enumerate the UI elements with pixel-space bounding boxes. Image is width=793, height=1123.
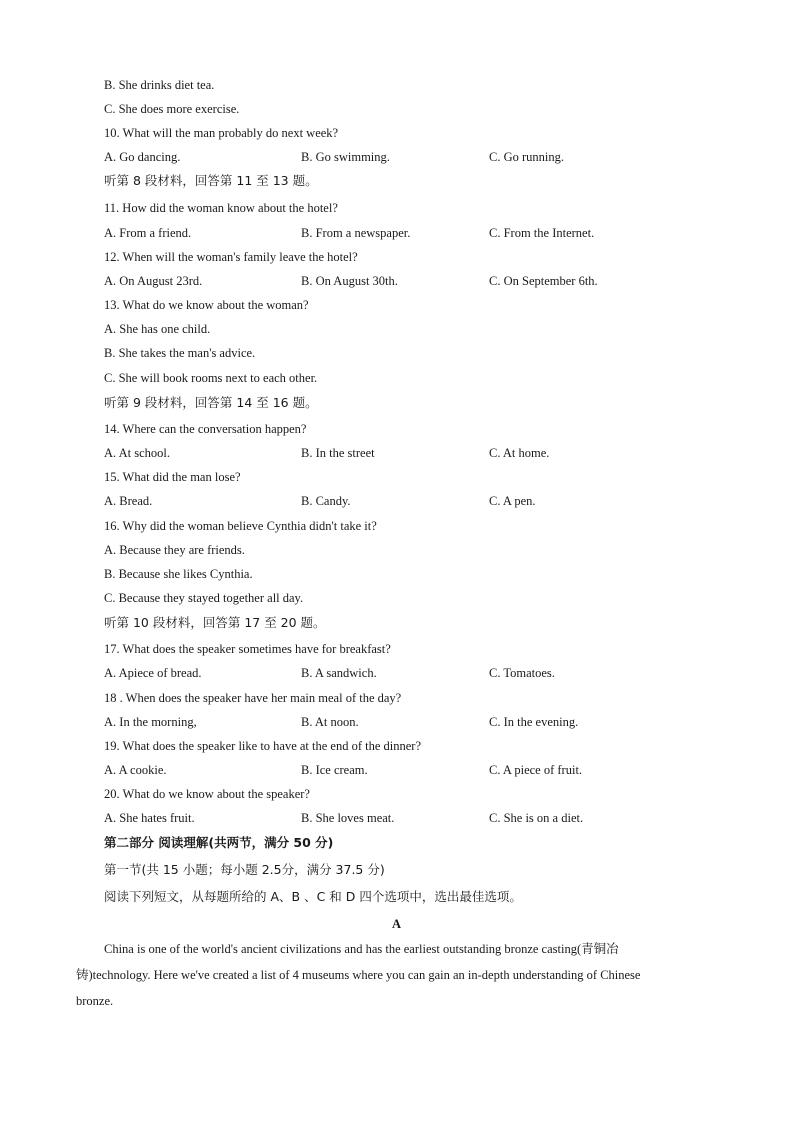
option-line: B. Because she likes Cynthia. <box>104 567 253 581</box>
option-line: A. She has one child. <box>104 322 211 336</box>
question-20: 20. What do we know about the speaker? <box>104 787 310 801</box>
question-11: 11. How did the woman know about the hotel? <box>104 201 338 215</box>
passage-paragraph <box>76 936 704 1014</box>
option-line: C. Because they stayed together all day. <box>104 591 304 605</box>
option-line: A. Because they are friends. <box>104 543 245 557</box>
question-16: 16. Why did the woman believe Cynthia didn't take it? <box>104 519 377 533</box>
part-heading: 第二部分 阅读理解(共两节，满分 50 分) <box>104 835 334 850</box>
passage-line: China is one of the world's ancient civilizations and has the earliest outstanding bronze casting(青铜冶 <box>104 942 619 956</box>
section-instruction: 听第 8 段材料，回答第 11 至 13 题。 <box>104 173 318 188</box>
passage-line: 铸)technology. Here we've created a list of 4 museums where you can gain an in-depth understanding of Chinese <box>76 968 641 982</box>
question-15: 15. What did the man lose? <box>104 470 241 484</box>
question-10: 10. What will the man probably do next week? <box>104 126 339 140</box>
section-heading: 第一节(共 15 小题；每小题 2.5分，满分 37.5 分) <box>104 862 385 877</box>
option-line: B. She drinks diet tea. <box>104 78 215 92</box>
option-line: B. She takes the man's advice. <box>104 346 256 360</box>
section-instruction: 听第 10 段材料，回答第 17 至 20 题。 <box>104 615 326 630</box>
question-13: 13. What do we know about the woman? <box>104 298 309 312</box>
option-line: C. She will book rooms next to each other. <box>104 371 318 385</box>
question-12: 12. When will the woman's family leave the hotel? <box>104 250 358 264</box>
section-instruction: 听第 9 段材料，回答第 14 至 16 题。 <box>104 395 318 410</box>
question-19: 19. What does the speaker like to have at the end of the dinner? <box>104 739 422 753</box>
document-page: B. She drinks diet tea. C. She does more exercise. 10. What will the man probably do next week? A. Go dancing. B. Go swimming. C. Go running. 听第 8 段材料，回答第 11 至 13 题。 11. How did the woman know about the hotel? A. From a friend. B. From a newspaper. C. From the Internet. 12. When will the woman's family leave the hotel? A. On August 23rd. B. On August 30th. C. On September 6th. 13. What do we know about the woman? A. She has one child. B. She takes the man's advice. C. She will book rooms next to each other. 听第 9 段材料，回答第 14 至 16 题。 14. Where can the conversation happen? A. At school. B. In the street C. At home. 15. What did the man lose? A. Bread. B. Candy. C. A pen. 16. Why did the woman believe Cynthia didn't take it? A. Because they are friends. B. Because she likes Cynthia. C. Because they stayed together all day. 听第 10 段材料，回答第 17 至 20 题。 17. What does the speaker sometimes have for breakfast? A. Apiece of bread. B. A sandwich. C. Tomatoes. 18 . When does the speaker have her main meal of the day? A. In the morning, B. At noon. C. In the evening. 19. What does the speaker like to have at the end of the dinner? A. A cookie. B. Ice cream. C. A piece of fruit. 20. What do we know about the speaker? A. She hates fruit. B. She loves meat. C. She is on a diet. 第二部分 阅读理解(共两节，满分 50 分) 第一节(共 15 小题；每小题 2.5分，满分 37.5 分) 阅读下列短文，从每题所给的 A、B 、C 和 D 四个选项中，选出最佳选项。 A China is one of the world's ancient civilizations and has the earliest outstanding bronze casting(青铜冶 铸)technology. Here we've created a list of 4 museums where you can gain an in-depth understanding of Chinese bronze. <box>0 0 793 1123</box>
question-18: 18 . When does the speaker have her main meal of the day? <box>104 691 402 705</box>
passage-line: bronze. <box>76 994 114 1008</box>
reading-instruction: 阅读下列短文，从每题所给的 A、B 、C 和 D 四个选项中，选出最佳选项。 <box>104 889 522 904</box>
question-14: 14. Where can the conversation happen? <box>104 422 307 436</box>
question-17: 17. What does the speaker sometimes have for breakfast? <box>104 642 391 656</box>
passage-label: A <box>391 917 402 931</box>
option-line: C. She does more exercise. <box>104 102 240 116</box>
